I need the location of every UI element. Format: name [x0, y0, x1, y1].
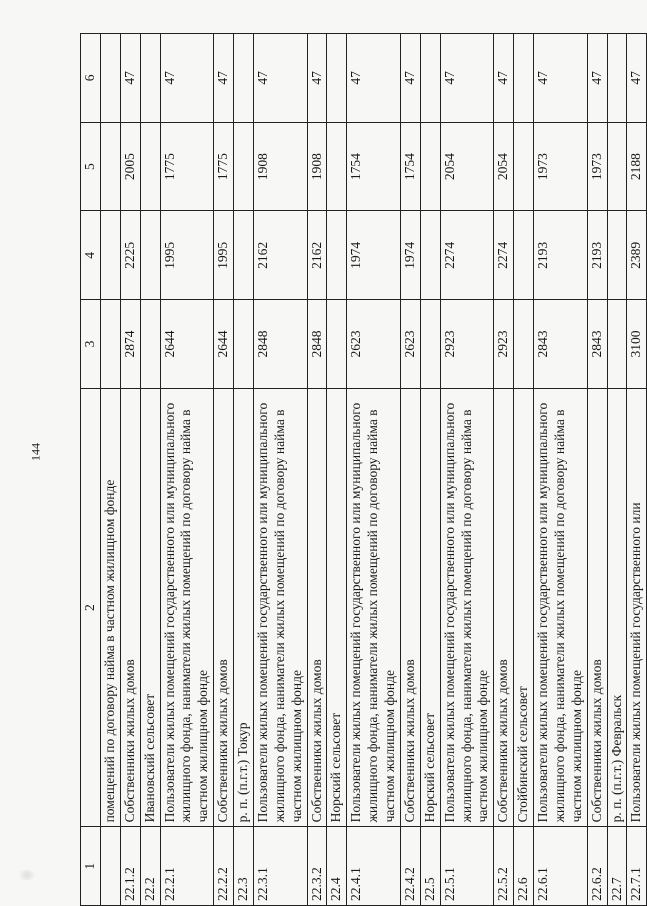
value-cell-col5: 1775 [214, 122, 234, 211]
scan-artifact [16, 870, 38, 880]
table-rotator [80, 33, 644, 906]
row-code-cell: 22.7.1 [627, 827, 647, 906]
value-cell-col5: 1754 [347, 122, 401, 211]
value-cell-col6: 47 [587, 34, 607, 123]
value-cell-col3: 2848 [307, 300, 327, 389]
row-name-cell: Пользователи жилых помещений государственного или муниципального жилищного фонда, наниматели жилых помещений по договору найма в частном жилищном фонде [347, 388, 401, 827]
value-cell-col5 [420, 122, 440, 211]
value-cell-col3: 2644 [214, 300, 234, 389]
table-row [534, 34, 588, 906]
value-cell-col5 [514, 122, 534, 211]
row-name-cell: Пользователи жилых помещений государственного или [627, 388, 647, 827]
value-cell-col5: 2188 [627, 122, 647, 211]
value-cell-col4: 2193 [534, 211, 588, 300]
value-cell-col5: 1754 [400, 122, 420, 211]
value-cell-col6: 47 [160, 34, 214, 123]
rotated-table-container [80, 33, 644, 906]
row-code-cell: 22.3.2 [307, 827, 327, 906]
value-cell-col5: 1973 [534, 122, 588, 211]
value-cell-col3 [100, 300, 120, 389]
table-row [607, 34, 627, 906]
value-cell-col5: 1908 [307, 122, 327, 211]
header-cell: 4 [81, 211, 101, 300]
header-cell: 1 [81, 827, 101, 906]
table-row [214, 34, 234, 906]
value-cell-col3: 2874 [120, 300, 140, 389]
row-name-cell: Пользователи жилых помещений государственного или муниципального жилищного фонда, наниматели жилых помещений по договору найма в частном жилищном фонде [440, 388, 494, 827]
value-cell-col4: 2225 [120, 211, 140, 300]
value-cell-col4 [100, 211, 120, 300]
value-cell-col4: 1995 [160, 211, 214, 300]
value-cell-col4 [140, 211, 160, 300]
value-cell-col4 [327, 211, 347, 300]
value-cell-col6: 47 [400, 34, 420, 123]
table-row [420, 34, 440, 906]
value-cell-col4 [420, 211, 440, 300]
header-cell: 2 [81, 388, 101, 827]
row-name-cell: р. п. (п.г.т.) Токур [234, 388, 254, 827]
value-cell-col6 [100, 34, 120, 123]
row-name-cell: Ивановский сельсовет [140, 388, 160, 827]
header-cell: 6 [81, 34, 101, 123]
value-cell-col6: 47 [440, 34, 494, 123]
table-row [234, 34, 254, 906]
value-cell-col5: 2054 [494, 122, 514, 211]
table-body [100, 34, 646, 906]
table-row [307, 34, 327, 906]
value-cell-col5 [234, 122, 254, 211]
value-cell-col3 [514, 300, 534, 389]
table-row [327, 34, 347, 906]
value-cell-col4 [234, 211, 254, 300]
table-row [140, 34, 160, 906]
value-cell-col6 [140, 34, 160, 123]
row-name-cell: Стойбинский сельсовет [514, 388, 534, 827]
row-name-cell: Собственники жилых домов [214, 388, 234, 827]
value-cell-col3: 2848 [253, 300, 307, 389]
table-row [587, 34, 607, 906]
row-code-cell: 22.7 [607, 827, 627, 906]
row-code-cell: 22.6.2 [587, 827, 607, 906]
value-cell-col5: 1973 [587, 122, 607, 211]
value-cell-col4 [607, 211, 627, 300]
table-row [253, 34, 307, 906]
table-row [400, 34, 420, 906]
row-code-cell: 22.3.1 [253, 827, 307, 906]
value-cell-col3: 2623 [347, 300, 401, 389]
row-code-cell: 22.4 [327, 827, 347, 906]
table-row [100, 34, 120, 906]
tariff-table [80, 33, 647, 906]
value-cell-col4: 2389 [627, 211, 647, 300]
value-cell-col3: 2623 [400, 300, 420, 389]
value-cell-col4: 2162 [307, 211, 327, 300]
value-cell-col3 [327, 300, 347, 389]
value-cell-col3: 2923 [494, 300, 514, 389]
value-cell-col5 [140, 122, 160, 211]
row-code-cell: 22.4.2 [400, 827, 420, 906]
value-cell-col3 [420, 300, 440, 389]
row-code-cell: 22.6.1 [534, 827, 588, 906]
header-cell: 3 [81, 300, 101, 389]
value-cell-col5 [607, 122, 627, 211]
row-name-cell: р. п. (п.г.т.) Февральск [607, 388, 627, 827]
row-name-cell: Собственники жилых домов [400, 388, 420, 827]
value-cell-col3 [234, 300, 254, 389]
value-cell-col6: 47 [627, 34, 647, 123]
value-cell-col3 [607, 300, 627, 389]
table-row [627, 34, 647, 906]
row-name-cell: Собственники жилых домов [494, 388, 514, 827]
value-cell-col6 [607, 34, 627, 123]
table-row [120, 34, 140, 906]
page-number-text: 144 [28, 443, 43, 461]
value-cell-col3 [140, 300, 160, 389]
value-cell-col6: 47 [494, 34, 514, 123]
value-cell-col6: 47 [120, 34, 140, 123]
value-cell-col4: 2162 [253, 211, 307, 300]
value-cell-col6: 47 [307, 34, 327, 123]
value-cell-col6 [234, 34, 254, 123]
row-name-cell: Норский сельсовет [420, 388, 440, 827]
row-name-cell: помещений по договору найма в частном жилищном фонде [100, 388, 120, 827]
value-cell-col4: 2274 [494, 211, 514, 300]
row-code-cell: 22.5 [420, 827, 440, 906]
value-cell-col6: 47 [253, 34, 307, 123]
table-row [494, 34, 514, 906]
row-code-cell: 22.2.2 [214, 827, 234, 906]
row-code-cell [100, 827, 120, 906]
value-cell-col4: 1995 [214, 211, 234, 300]
row-code-cell: 22.5.1 [440, 827, 494, 906]
value-cell-col6: 47 [534, 34, 588, 123]
row-code-cell: 22.5.2 [494, 827, 514, 906]
value-cell-col4: 1974 [400, 211, 420, 300]
value-cell-col6 [514, 34, 534, 123]
row-name-cell: Пользователи жилых помещений государственного или муниципального жилищного фонда, наниматели жилых помещений по договору найма в частном жилищном фонде [160, 388, 214, 827]
row-code-cell: 22.1.2 [120, 827, 140, 906]
value-cell-col4: 1974 [347, 211, 401, 300]
value-cell-col3: 3100 [627, 300, 647, 389]
row-code-cell: 22.3 [234, 827, 254, 906]
value-cell-col5 [327, 122, 347, 211]
table-header-row [81, 34, 101, 906]
value-cell-col5: 2005 [120, 122, 140, 211]
value-cell-col3: 2843 [534, 300, 588, 389]
row-code-cell: 22.2.1 [160, 827, 214, 906]
value-cell-col4: 2193 [587, 211, 607, 300]
table-row [514, 34, 534, 906]
row-code-cell: 22.4.1 [347, 827, 401, 906]
value-cell-col6 [420, 34, 440, 123]
value-cell-col4 [514, 211, 534, 300]
value-cell-col6: 47 [347, 34, 401, 123]
value-cell-col4: 2274 [440, 211, 494, 300]
row-name-cell: Пользователи жилых помещений государственного или муниципального жилищного фонда, наниматели жилых помещений по договору найма в частном жилищном фонде [534, 388, 588, 827]
value-cell-col3: 2923 [440, 300, 494, 389]
value-cell-col5: 1908 [253, 122, 307, 211]
value-cell-col3: 2843 [587, 300, 607, 389]
table-row [440, 34, 494, 906]
table-row [347, 34, 401, 906]
row-name-cell: Пользователи жилых помещений государственного или муниципального жилищного фонда, наниматели жилых помещений по договору найма в частном жилищном фонде [253, 388, 307, 827]
row-name-cell: Собственники жилых домов [587, 388, 607, 827]
row-code-cell: 22.2 [140, 827, 160, 906]
value-cell-col6 [327, 34, 347, 123]
row-name-cell: Собственники жилых домов [307, 388, 327, 827]
value-cell-col5: 1775 [160, 122, 214, 211]
row-name-cell: Норский сельсовет [327, 388, 347, 827]
value-cell-col5: 2054 [440, 122, 494, 211]
row-name-cell: Собственники жилых домов [120, 388, 140, 827]
header-cell: 5 [81, 122, 101, 211]
row-code-cell: 22.6 [514, 827, 534, 906]
value-cell-col5 [100, 122, 120, 211]
value-cell-col3: 2644 [160, 300, 214, 389]
value-cell-col6: 47 [214, 34, 234, 123]
table-row [160, 34, 214, 906]
